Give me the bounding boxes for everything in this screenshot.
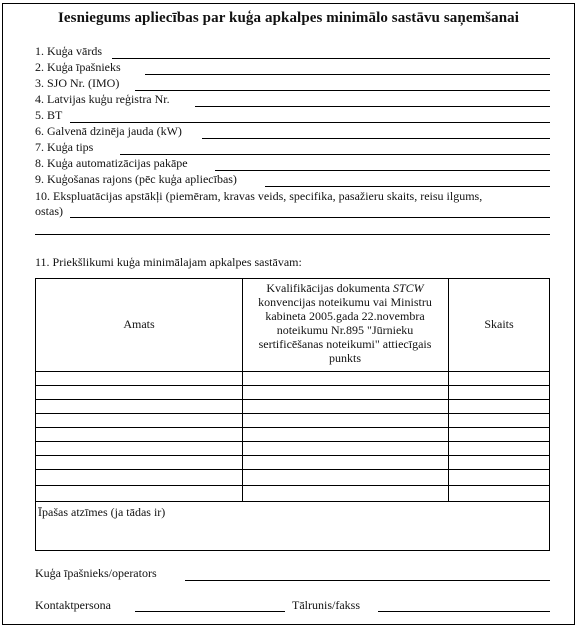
field-bt-line[interactable] — [70, 122, 550, 123]
field-ship-owner-label: 2. Kuģa īpašnieks — [35, 60, 121, 74]
field-navigation-area-line[interactable] — [265, 186, 550, 187]
field-engine-power-line[interactable] — [202, 138, 550, 139]
table-row[interactable] — [36, 399, 549, 400]
column-header-position: Amats — [123, 317, 155, 331]
phone-fax-label: Tālrunis/fakss — [292, 598, 360, 612]
table-row[interactable] — [36, 441, 549, 442]
field-ship-name-label: 1. Kuģa vārds — [35, 44, 102, 58]
field-operating-conditions-label-1: 10. Ekspluatācijas apstākļi (piemēram, kravas veids, specifika, pasažieru skaits, reisu ilgums, — [35, 189, 483, 203]
table-row[interactable] — [36, 469, 549, 470]
table-row[interactable] — [36, 485, 549, 486]
field-operating-conditions-label-2: ostas) — [35, 204, 63, 218]
field-imo-label: 3. SJO Nr. (IMO) — [35, 76, 120, 90]
field-automation-label: 8. Kuģa automatizācijas pakāpe — [35, 156, 188, 170]
field-engine-power-label: 6. Galvenā dzinēja jauda (kW) — [35, 124, 182, 138]
remarks-label: Īpašas atzīmes (ja tādas ir) — [38, 505, 166, 519]
table-row[interactable] — [36, 455, 549, 456]
qualification-prefix: Kvalifikācijas dokumenta — [266, 281, 393, 295]
field-imo-line[interactable] — [135, 90, 550, 91]
qualification-stcw: STCW — [392, 281, 424, 295]
crew-table — [35, 278, 550, 551]
field-registry-line[interactable] — [195, 106, 550, 107]
field-operating-conditions-line-1[interactable] — [70, 217, 550, 218]
field-bt-label: 5. BT — [35, 108, 63, 122]
field-navigation-area-label: 9. Kuģošanas rajons (pēc kuģa apliecības) — [35, 172, 237, 186]
table-header-bottom — [36, 371, 549, 372]
field-ship-type-label: 7. Kuģa tips — [35, 140, 94, 154]
field-automation-line[interactable] — [215, 170, 550, 171]
section-11-heading: 11. Priekšlikumi kuģa minimālajam apkalpes sastāvam: — [35, 255, 302, 269]
table-row[interactable] — [36, 385, 549, 386]
contact-person-line[interactable] — [135, 611, 285, 612]
table-row[interactable] — [36, 427, 549, 428]
column-header-count: Skaits — [484, 317, 514, 331]
field-operating-conditions-line-2[interactable] — [35, 234, 550, 235]
field-ship-name-line[interactable] — [112, 58, 550, 59]
table-row[interactable] — [36, 413, 549, 414]
phone-fax-line[interactable] — [378, 611, 550, 612]
table-row[interactable] — [36, 501, 549, 502]
field-ship-type-line[interactable] — [120, 154, 550, 155]
column-header-qualification — [246, 281, 444, 365]
owner-operator-line[interactable] — [185, 580, 550, 581]
qualification-rest: konvencijas noteikumu vai Ministru kabineta 2005.gada 22.novembra noteikumu Nr.895 "Jūrnieku sertificēšanas noteikumi" attiecīgais punkts — [258, 295, 432, 365]
contact-person-label: Kontaktpersona — [35, 598, 111, 612]
field-registry-label: 4. Latvijas kuģu reģistra Nr. — [35, 92, 170, 106]
form-title: Iesniegums apliecības par kuģa apkalpes minimālo sastāvu saņemšanai — [57, 10, 520, 26]
owner-operator-label: Kuģa īpašnieks/operators — [35, 566, 157, 580]
field-ship-owner-line[interactable] — [145, 74, 550, 75]
